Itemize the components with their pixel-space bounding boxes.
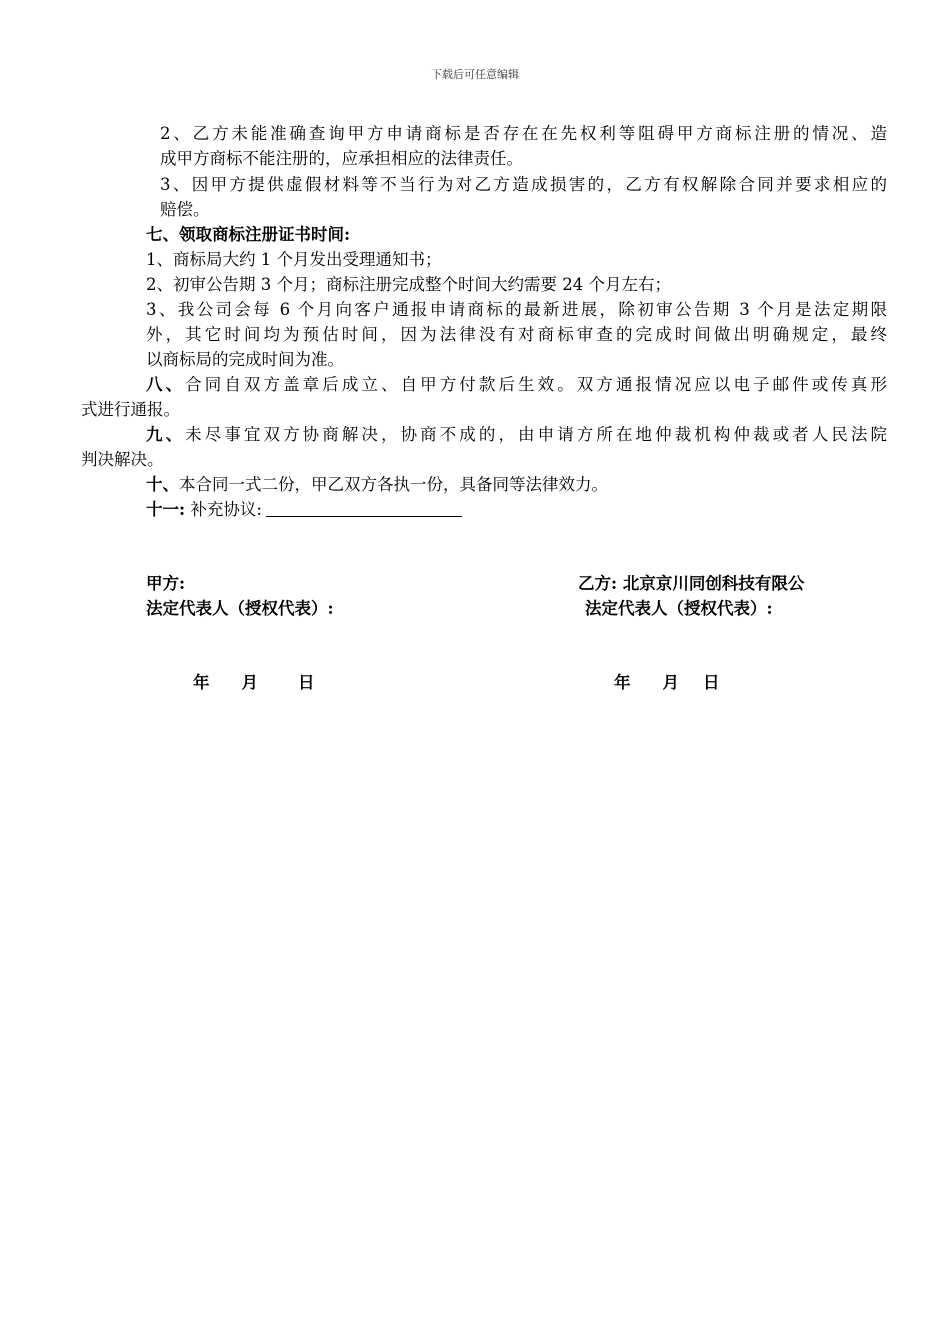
supplement-blank-line xyxy=(266,500,462,517)
clause6-item3-line2: 赔偿。 xyxy=(160,200,210,219)
clause9-text: 未尽事宜双方协商解决，协商不成的，由申请方所在地仲裁机构仲裁或者人民法院 xyxy=(185,425,888,444)
clause6-item2-line1: 2、乙方未能准确查询甲方申请商标是否存在在先权利等阻碍甲方商标注册的情况、造 xyxy=(160,124,887,143)
clause8-line1 xyxy=(146,372,887,397)
clause9-label: 九、 xyxy=(146,425,186,444)
party-a-representative: 法定代表人（授权代表）: xyxy=(146,599,334,618)
clause8-label: 八、 xyxy=(146,375,186,394)
clause7-item3-line1: 3、我公司会每 6 个月向客户通报申请商标的最新进展，除初审公告期 3 个月是法定期限 xyxy=(146,300,887,319)
clause8-line2: 式进行通报。 xyxy=(81,400,180,419)
party-a-day: 日 xyxy=(298,673,315,692)
party-b-month: 月 xyxy=(662,673,679,692)
clause6-item2-line2: 成甲方商标不能注册的，应承担相应的法律责任。 xyxy=(160,149,523,168)
clause8-text: 合同自双方盖章后成立、自甲方付款后生效。双方通报情况应以电子邮件或传真形 xyxy=(185,375,888,394)
clause10-label: 十、 xyxy=(146,475,179,494)
party-a-date xyxy=(193,670,315,695)
clause11-label: 十一: xyxy=(146,500,186,519)
party-b-date xyxy=(614,670,720,695)
clause10-text: 本合同一式二份，甲乙双方各执一份，具备同等法律效力。 xyxy=(179,475,608,494)
clause11 xyxy=(146,497,462,522)
party-a-year: 年 xyxy=(193,673,210,692)
clause11-text: 补充协议: xyxy=(190,500,262,519)
party-b-day: 日 xyxy=(703,673,720,692)
clause7-title: 七、领取商标注册证书时间: xyxy=(146,225,351,244)
clause6-item3-line1: 3、因甲方提供虚假材料等不当行为对乙方造成损害的，乙方有权解除合同并要求相应的 xyxy=(160,175,887,194)
clause7-item3-line2: 外，其它时间均为预估时间，因为法律没有对商标审查的完成时间做出明确规定，最终 xyxy=(146,325,887,344)
clause7-item1: 1、商标局大约 1 个月发出受理通知书； xyxy=(146,250,442,269)
clause7-item2: 2、初审公告期 3 个月；商标注册完成整个时间大约需要 24 个月左右； xyxy=(146,275,671,294)
clause7-item3-line3: 以商标局的完成时间为准。 xyxy=(146,350,344,369)
clause10 xyxy=(146,472,608,497)
party-a-month: 月 xyxy=(241,673,258,692)
page-header: 下载后可任意编辑 xyxy=(431,68,519,81)
party-b-representative: 法定代表人（授权代表）: xyxy=(585,599,773,618)
party-a-label: 甲方: xyxy=(146,574,186,593)
clause9-line1 xyxy=(146,422,887,447)
clause9-line2: 判决解决。 xyxy=(81,450,164,469)
party-b-year: 年 xyxy=(614,673,631,692)
party-b-label: 乙方: 北京京川同创科技有限公 xyxy=(578,574,805,593)
